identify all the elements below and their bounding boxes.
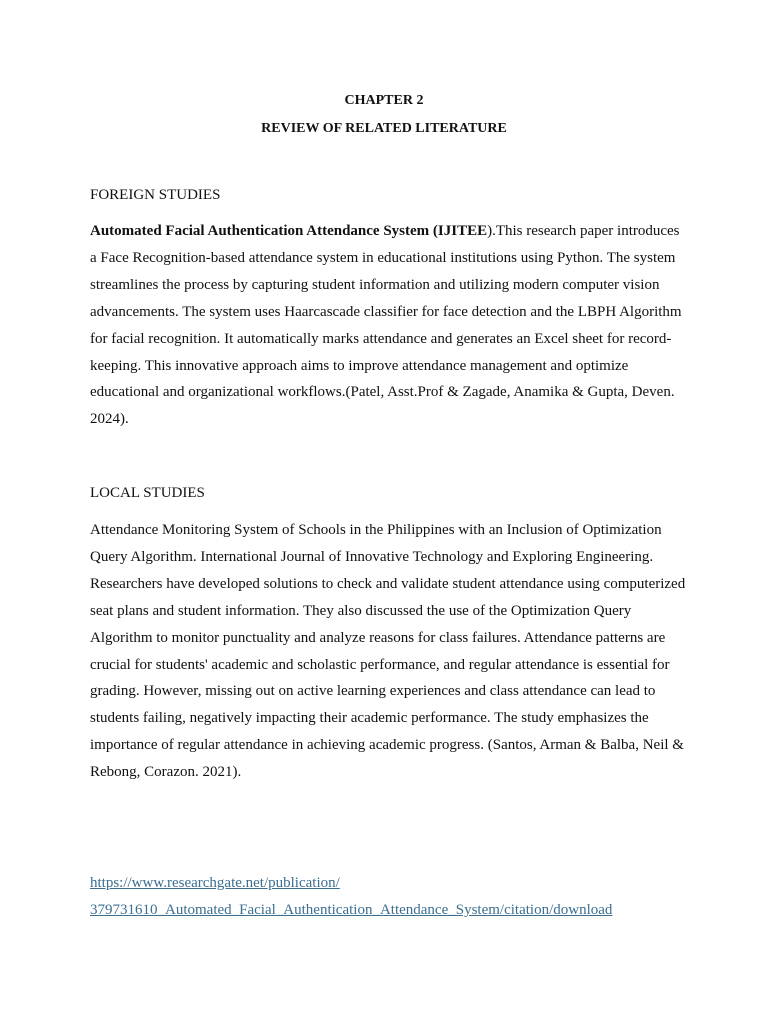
local-studies-paragraph: Attendance Monitoring System of Schools in the Philippines with an Inclusion of Optimization Query Algorithm. International Journal of Innovative Technology and Exploring Engineering. Researchers have developed solutions to check and validate student attendance using computerized seat plans and student information. They also discussed the use of the Optimization Query Algorithm to monitor punctuality and analyze reasons for class failures. Attendance patterns are crucial for students' academic and scholastic performance, and regular attendance is essential for grading. However, missing out on active learning experiences and class attendance can lead to students failing, negatively impacting their academic performance. The study emphasizes the importance of regular attendance in achieving academic progress. (Santos, Arman & Balba, Neil & Rebong, Corazon. 2021). — [90, 522, 686, 781]
foreign-paper-title: Automated Facial Authentication Attendance System (IJITEE — [90, 223, 488, 239]
foreign-paper-body: ).This research paper introduces a Face Recognition-based attendance system in educational institutions using Python. The system streamlines the process by capturing student information and utilizing modern computer vision advancements. The system uses Haarcascade classifier for face detection and the LBPH Algorithm for facial recognition. It automatically marks attendance and generates an Excel sheet for record-keeping. This innovative approach aims to improve attendance management and optimize educational and organizational workflows.(Patel, Asst.Prof & Zagade, Anamika & Gupta, Deven. 2024). — [90, 223, 682, 428]
local-studies-heading: LOCAL STUDIES — [90, 485, 205, 501]
chapter-heading: CHAPTER 2 — [344, 93, 424, 108]
reference-link[interactable] — [90, 870, 710, 924]
foreign-studies-paragraph — [90, 218, 686, 433]
chapter-title: REVIEW OF RELATED LITERATURE — [261, 121, 507, 136]
reference-link-line-1[interactable]: https://www.researchgate.net/publication/ — [90, 875, 340, 891]
foreign-studies-heading: FOREIGN STUDIES — [90, 187, 221, 203]
reference-link-line-2[interactable]: 379731610_Automated_Facial_Authentication_Attendance_System/citation/download — [90, 902, 613, 918]
